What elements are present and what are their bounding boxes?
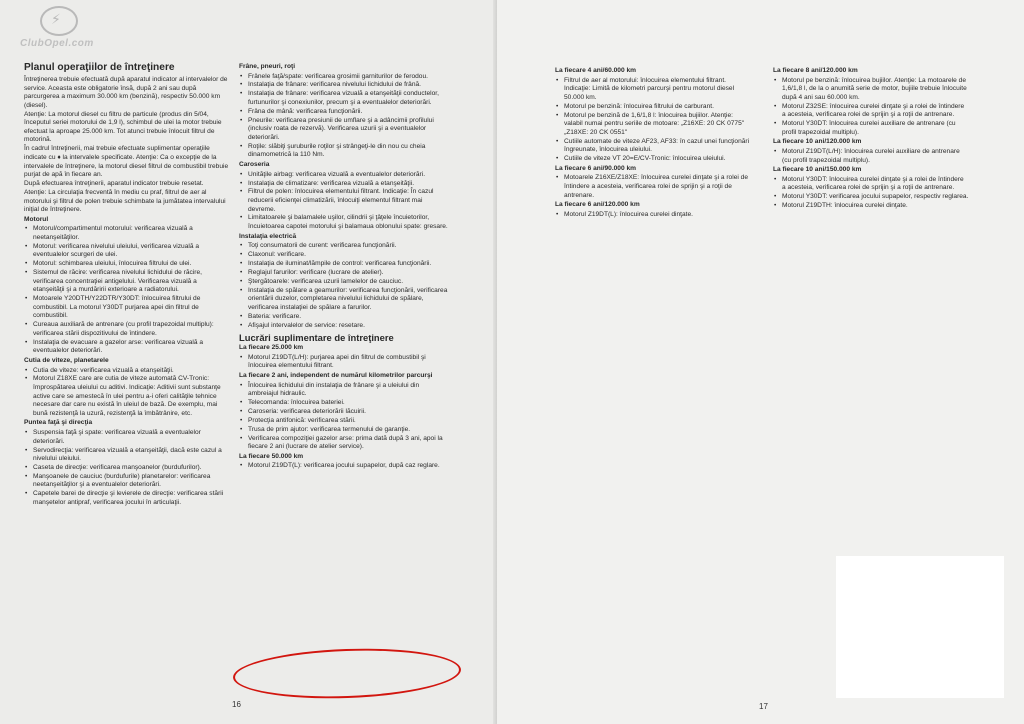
intro-paragraph: Întreţinerea trebuie efectuată după aparatul indicator al intervalelor de service. Aceasta este obligatorie însă, după 2 ani sau după parcurgerea a maximum 30.000 km (benzină), respectiv 50.000 km (diesel). — [24, 76, 228, 109]
la8ani-list — [773, 77, 969, 138]
list-item: • Motorul Z32SE: înlocuirea curelei dinţate şi a rolei de întindere a acesteia, verificarea rolei de sprijin şi a roţii de antrenare. — [773, 103, 969, 120]
list-item: • Motorul pe benzină de 1,6/1,8 l: înlocuirea bujiilor. Atenţie: valabil numai pentru seriile de motoare: „Z16XE: 20 CK 0775" „Z18XE: 20 CK 0551" — [555, 112, 753, 138]
list-item: • Cutia de viteze: verificarea vizuală a etanşeităţii. — [24, 367, 229, 376]
right-column-1 — [555, 66, 753, 220]
section-heading-frane: Frâne, pneuri, roţi — [239, 63, 296, 70]
list-item: • Cutiile de viteze VT 20=E/CV-Tronic: înlocuirea uleiului. — [555, 155, 753, 164]
list-item: • Trusa de prim ajutor: verificarea termenului de garanţie. — [239, 426, 449, 435]
intro-paragraph: După efectuarea întreţinerii, aparatul indicator trebuie resetat. — [24, 180, 204, 188]
list-item: • Instalaţia de iluminat/lămpile de control: verificarea funcţionării. — [239, 260, 449, 269]
opel-blitz-icon: ⚡ — [40, 6, 78, 36]
list-item: • Motorul: schimbarea uleiului, înlocuirea filtrului de ulei. — [24, 260, 229, 269]
list-item: • Bateria: verificare. — [239, 313, 449, 322]
list-item: • Filtrul de aer al motorului: înlocuirea elementului filtrant. Indicaţie: Limită de kilometri parcurşi pentru motorul diesel 50.000 km. — [555, 77, 753, 103]
page-number: 17 — [759, 702, 768, 711]
interval-heading: La fiecare 4 ani/60.000 km — [555, 67, 637, 74]
intro-paragraph: Atenţie: La motorul diesel cu filtru de particule (produs din 5/04, începutul seriei motorului de 1,9 l), schimbul de ulei la motor trebuie efectuat la aproape 25.000 km. Tot atunci trebuie înlocuit filtrul de motorină. — [24, 110, 222, 144]
page-title: Planul operaţiilor de întreţinere — [24, 62, 175, 73]
list-item: • Caroseria: verificarea deteriorării lăcuirii. — [239, 408, 449, 417]
la25-list — [239, 354, 449, 371]
list-item: • Protecţia antifonică: verificarea stării. — [239, 417, 449, 426]
intro-paragraph: În cadrul întreţinerii, mai trebuie efectuate suplimentar operaţiile indicate cu ♦ la intervalele specificate. Atenţie: Ca o excepţie de la intervalele de întreţinere, la motorul diesel filtrul de combustibil trebuie purjat de apă în fiecare an. — [24, 145, 229, 179]
list-item: • Pneurile: verificarea presiunii de umflare şi a adâncimii profilului (inclusiv roata de rezervă). Verificarea uzurii şi a eventualelor deteriorări. — [239, 117, 449, 143]
page-left — [0, 0, 497, 724]
interval-heading: La fiecare 6 ani/120.000 km — [555, 201, 640, 209]
list-item: • Motorul Y30DT: înlocuirea curelei dinţate şi a rolei de întindere a acesteia, verificarea rolei de sprijin şi a roţii de antrenare. — [773, 176, 969, 193]
list-item: • Instalaţia de evacuare a gazelor arse: verificarea vizuală a eventualelor deteriorări. — [24, 339, 229, 356]
left-column-1 — [24, 62, 229, 508]
list-item: • Verificarea compoziţiei gazelor arse: prima dată după 3 ani, apoi la fiecare 2 ani (lucrare de atelier service). — [239, 435, 449, 452]
list-item: • Ştergătoarele: verificarea uzurii lamelelor de cauciuc. — [239, 278, 449, 287]
list-item: • Motoarele Z16XE/Z18XE: înlocuirea curelei dinţate şi a rolei de întindere a acesteia, verificarea rolei de sprijin şi a roţii de antrenare. — [555, 174, 753, 200]
la50-list — [239, 462, 449, 471]
interval-heading: La fiecare 25.000 km — [239, 344, 304, 352]
la6ani90-list — [555, 174, 753, 200]
list-item: • Sistemul de răcire: verificarea nivelului lichidului de răcire, verificarea concentraţiei antigelului. Verificarea vizuală a etanşeităţii şi a murdăririi exterioare a radiatorului. — [24, 269, 229, 295]
list-item: • Motorul Z19DT(L): verificarea jocului supapelor, după caz reglare. — [239, 462, 449, 471]
la10ani120-list — [773, 148, 969, 165]
section-heading-caroseria: Caroseria — [239, 161, 270, 169]
list-item: • Suspensia faţă şi spate: verificarea vizuală a eventualelor deteriorări. — [24, 429, 229, 446]
electrica-list — [239, 242, 449, 330]
list-item: • Limitatoarele şi balamalele uşilor, cilindrii şi ţâţele încuietorilor, încuietoarea capotei motorului şi balamaua oblonului spate: gresare. — [239, 214, 449, 231]
list-item: • Instalaţia de frânare: verificarea vizuală a etanşeităţii conductelor, furtunurilor şi conexiunilor, precum şi a eventualelor deteriorări. — [239, 90, 449, 107]
list-item: • Toţi consumatorii de curent: verificarea funcţionării. — [239, 242, 449, 251]
blank-white-patch — [836, 556, 1004, 698]
interval-heading: La fiecare 6 ani/90.000 km — [555, 164, 637, 172]
list-item: • Telecomanda: înlocuirea bateriei. — [239, 399, 449, 408]
list-item: • Motorul Z19DT(L/H): purjarea apei din filtrul de combustibil şi înlocuirea elementului filtrant. — [239, 354, 449, 371]
list-item: • Claxonul: verificare. — [239, 251, 449, 260]
la10ani150-list — [773, 176, 969, 211]
list-item: • Motorul Z19DT(L/H): înlocuirea curelei auxiliare de antrenare (cu profil trapezoidal multiplu). — [773, 148, 969, 165]
left-column-2 — [239, 62, 449, 471]
list-item: • Motorul pe benzină: înlocuirea bujiilor. Atenţie: La motoarele de 1,6/1,8 l, de la o anumită serie de motor, bujiile trebuie înlocuite după 4 ani sau 60.000 km. — [773, 77, 969, 103]
list-item: • Motoarele Y20DTH/Y22DTR/Y30DT: înlocuirea filtrului de combustibil. La motorul Y30DT purjarea apei din filtrul de combustibil. — [24, 295, 229, 321]
interval-heading: La fiecare 2 ani, independent de numărul kilometrilor parcurşi — [239, 372, 433, 380]
la4ani-list — [555, 77, 753, 164]
list-item: • Servodirecţia: verificarea vizuală a etanşeităţii, dacă este cazul a nivelului uleiului. — [24, 447, 229, 464]
interval-heading: La fiecare 50.000 km — [239, 452, 304, 460]
list-item: • Manşoanele de cauciuc (burdufurile) planetarelor: verificarea neetanşeităţilor şi a eventualelor deteriorări. — [24, 473, 229, 490]
section-heading-motor: Motorul — [24, 215, 49, 223]
list-item: • Caseta de direcţie: verificarea manşoanelor (burdufurilor). — [24, 464, 229, 473]
list-item: • Filtrul de polen: înlocuirea elementului filtrant. Indicaţie: În cazul reducerii eficienţei climatizării, înlocuiţi elementul filtrant mai devreme. — [239, 188, 449, 214]
list-item: • Motorul Y30DT: înlocuirea curelei auxiliare de antrenare (cu profil trapezoidal multiplu). — [773, 120, 969, 137]
clubopel-logo — [20, 6, 110, 56]
section-heading-cutie: Cutia de viteze, planetarele — [24, 356, 109, 364]
list-item: • Cutiile automate de viteze AF23, AF33: în cazul unei funcţionări îngreunate, înlocuirea uleiului. — [555, 138, 753, 155]
list-item: • Afişajul intervalelor de service: resetare. — [239, 322, 449, 331]
list-item: • Capetele barei de direcţie şi levierele de direcţie: verificarea stării manşetelor antipraf, verificarea jocului în articulaţii. — [24, 490, 229, 507]
section-heading-electrica: Instalaţia electrică — [239, 232, 297, 240]
section-heading-puntea: Puntea faţă şi direcţia — [24, 419, 93, 427]
la2ani-list — [239, 382, 449, 452]
section-heading-lucrari: Lucrări suplimentare de întreţinere — [239, 332, 394, 344]
list-item: • Instalaţia de spălare a geamurilor: verificarea funcţionării, verificarea orientării duzelor, completarea nivelului lichidului de spălare, verificarea instalaţiei de spălare a farurilor. — [239, 287, 449, 313]
list-item: • Motorul: verificarea nivelului uleiului, verificarea vizuală a eventualelor scurgeri de ulei. — [24, 243, 229, 260]
list-item: • Frâna de mână: verificarea funcţionării. — [239, 108, 449, 117]
list-item: • Frânele faţă/spate: verificarea grosimii garniturilor de ferodou. — [239, 73, 449, 82]
list-item: • Motorul Z18XE care are cutia de viteze automată CV-Tronic: împrospătarea uleiului cu aditivi. Indicaţie: Aditivii sunt substanţe active care se amestecă în ulei pentru a-i oferi calităţile tehnice necesare dar care nu există în uleiul de bază. De exemplu, mai bună rezistenţă la uzură, rezistenţă la îmbătrânire, etc. — [24, 375, 229, 418]
red-annotation-circle — [232, 645, 462, 702]
list-item: • Cureaua auxiliară de antrenare (cu profil trapezoidal multiplu): verificarea stării dispozitivului de întindere. — [24, 321, 229, 338]
list-item: • Înlocuirea lichidului din instalaţia de frânare şi a uleiului din ambreiajul hidraulic. — [239, 382, 449, 399]
interval-heading: La fiecare 8 ani/120.000 km — [773, 67, 858, 74]
list-item: • Roţile: slăbiţi şuruburile roţilor şi strângeţi-le din nou cu cheia dinamometrică la 110 Nm. — [239, 143, 449, 160]
interval-heading: La fiecare 10 ani/120.000 km — [773, 138, 862, 146]
list-item: • Motorul Y30DT: verificarea jocului supapelor, respectiv reglarea. — [773, 193, 969, 202]
list-item: • Unităţile airbag: verificarea vizuală a eventualelor deteriorări. — [239, 171, 449, 180]
caroseria-list — [239, 171, 449, 232]
frane-list — [239, 73, 449, 160]
list-item: • Instalaţia de frânare: verificarea nivelului lichidului de frână. — [239, 81, 449, 90]
interval-heading: La fiecare 10 ani/150.000 km — [773, 166, 862, 174]
puntea-list — [24, 429, 229, 508]
page-number: 16 — [232, 700, 241, 709]
list-item: • Reglajul farurilor: verificare (lucrare de atelier). — [239, 269, 449, 278]
list-item: • Instalaţia de climatizare: verificarea vizuală a etanşeităţii. — [239, 180, 449, 189]
la6ani120-list — [555, 211, 753, 220]
intro-paragraph: Atenţie: La circulaţia frecventă în mediu cu praf, filtrul de aer al motorului şi filtrul de polen trebuie schimbate la jumătatea intervalului iniţial de întreţinere. — [24, 188, 226, 214]
cutie-list — [24, 367, 229, 419]
list-item: • Motorul Z19DT(L): înlocuirea curelei dinţate. — [555, 211, 753, 220]
list-item: • Motorul/compartimentul motorului: verificarea vizuală a neetanşeităţilor. — [24, 225, 229, 242]
motor-list — [24, 225, 229, 356]
list-item: • Motorul Z19DTH: înlocuirea curelei dinţate. — [773, 202, 969, 211]
list-item: • Motorul pe benzină: înlocuirea filtrului de carburant. — [555, 103, 753, 112]
logo-text: ClubOpel.com — [20, 38, 94, 49]
right-column-2 — [773, 66, 969, 211]
